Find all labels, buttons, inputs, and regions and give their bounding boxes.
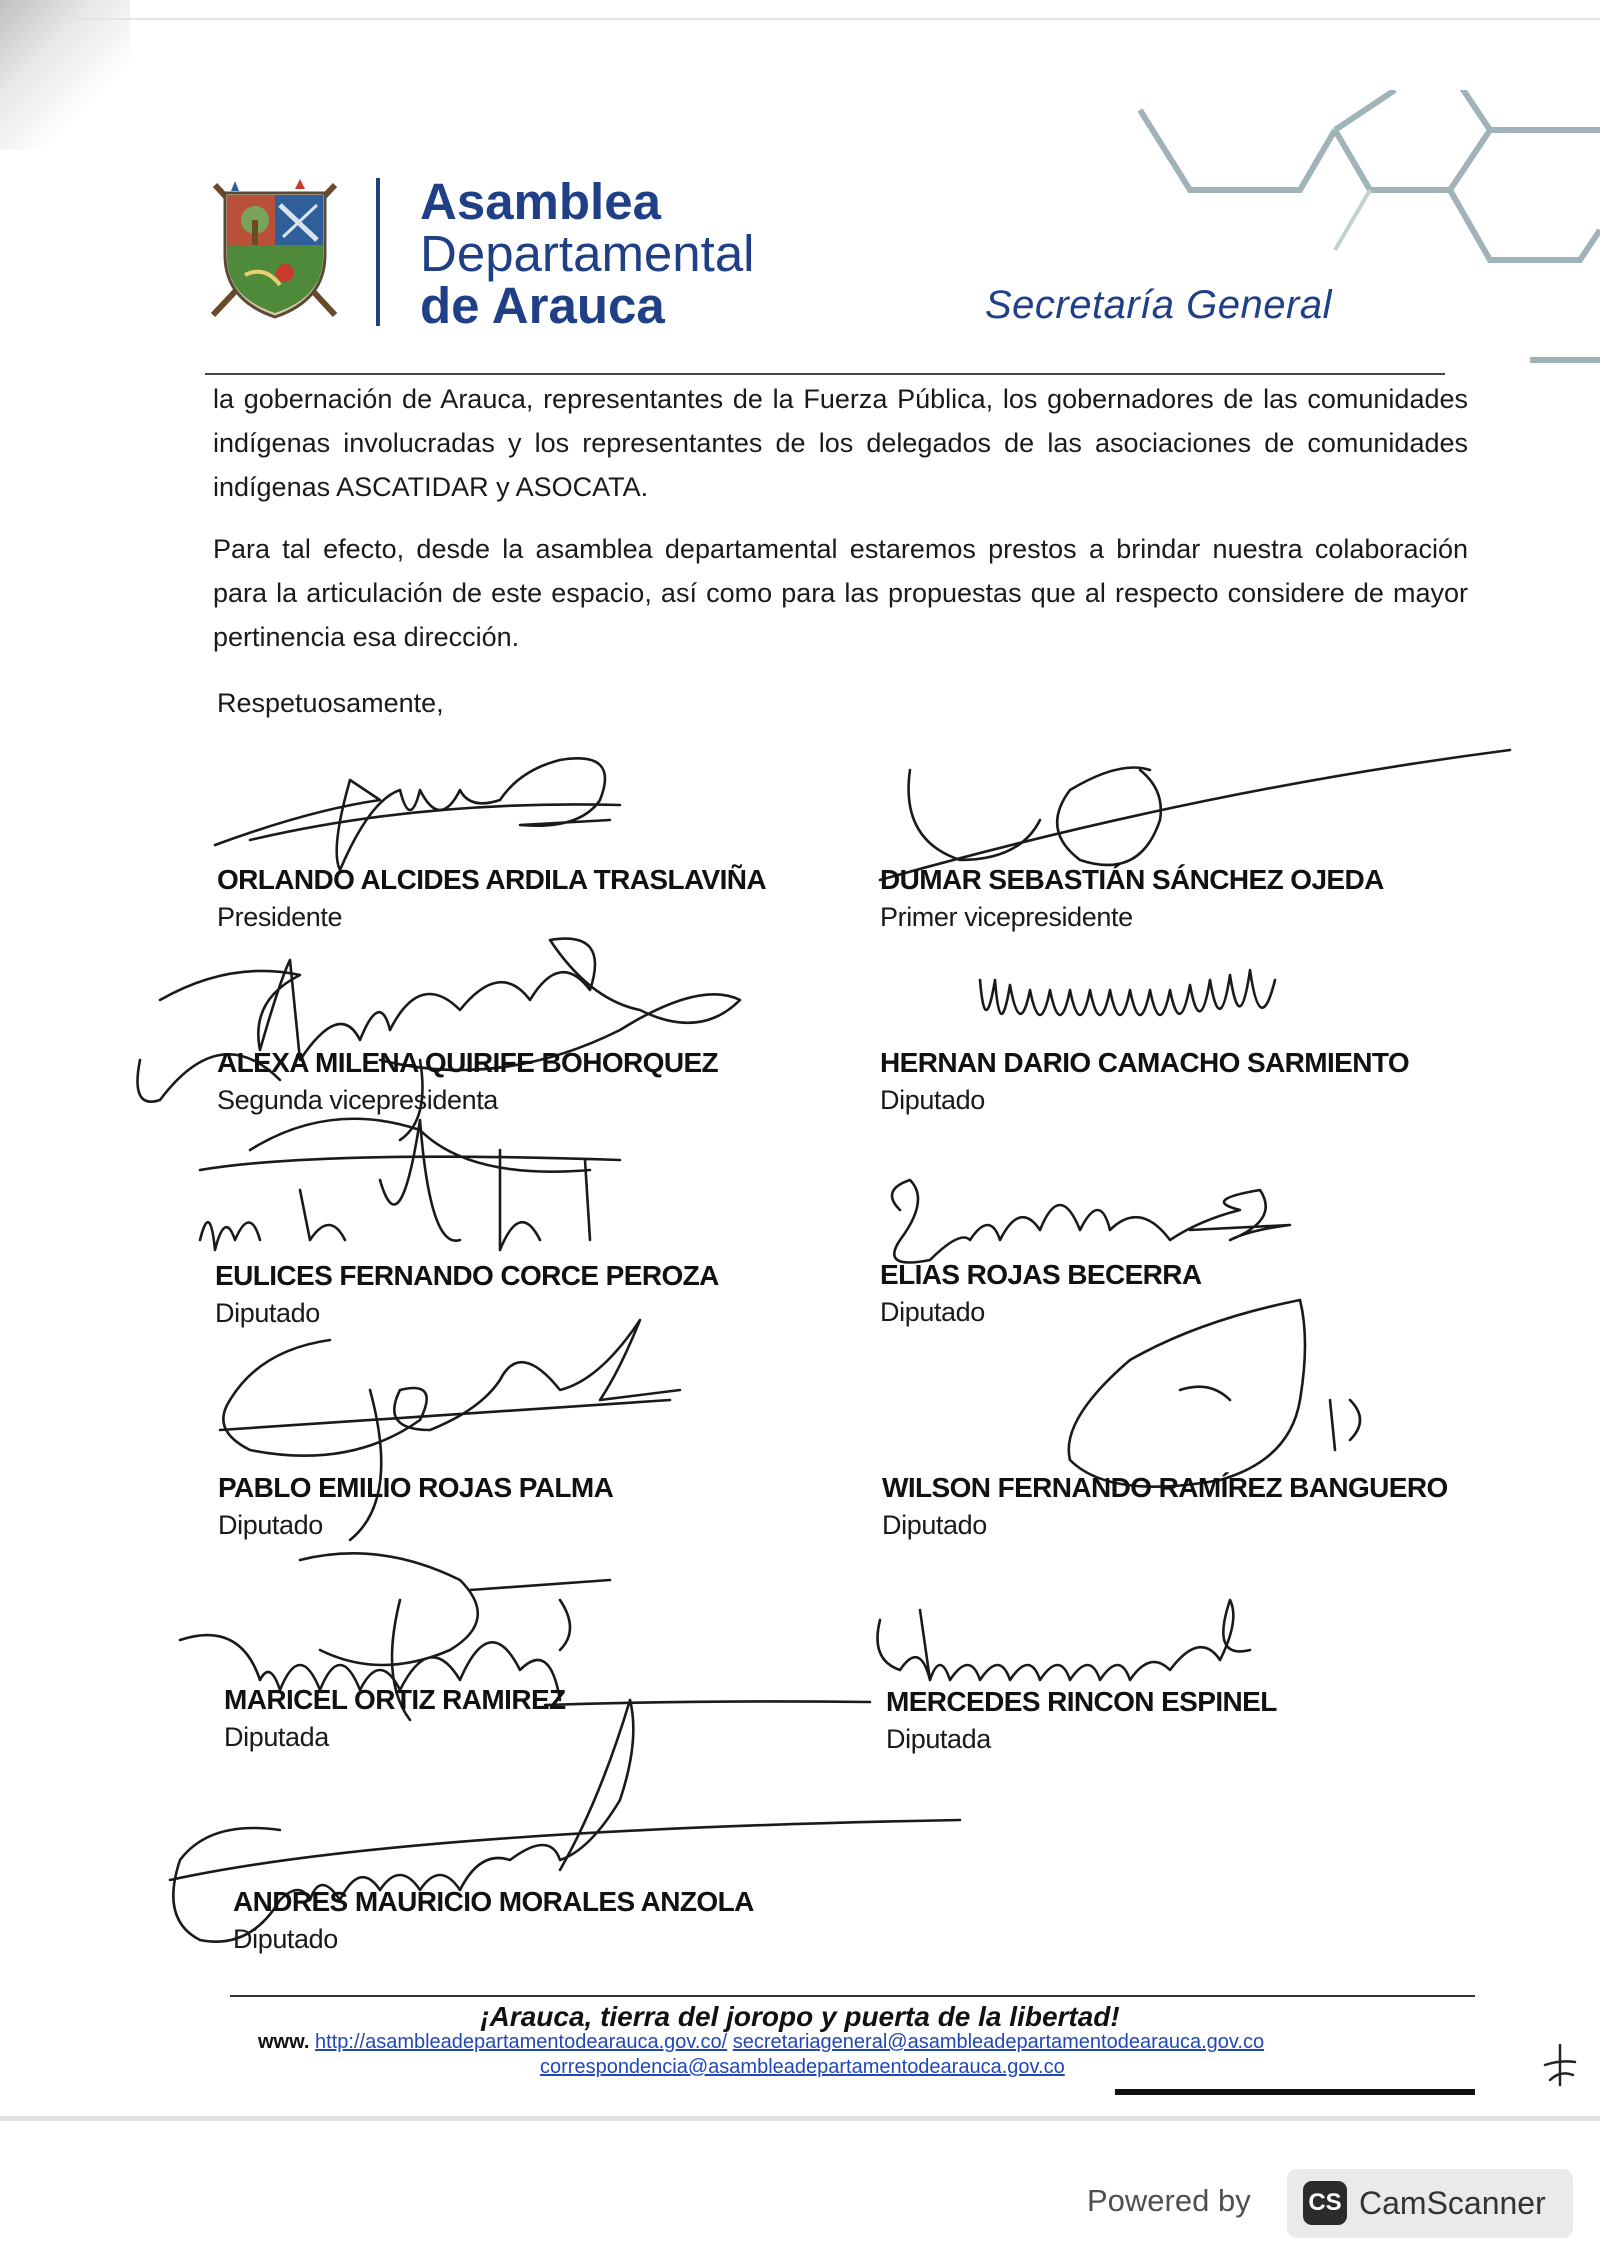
signatory-3	[217, 1047, 718, 1116]
signatory-role: Diputada	[224, 1722, 329, 1752]
footer-motto: ¡Arauca, tierra del joropo y puerta de la libertad!	[480, 2001, 1120, 2032]
signatory-10	[886, 1686, 1277, 1755]
signatory-role: Diputado	[218, 1510, 323, 1540]
body-paragraph-1: la gobernación de Arauca, representantes de la Fuerza Pública, los gobernadores de las comunidades indígenas involucradas y los representantes de los delegados de las asociaciones de comunidades indígenas ASCATIDAR y ASOCATA.	[213, 384, 1468, 502]
footer-bar	[1115, 2089, 1475, 2095]
scan-top-edge	[60, 18, 1600, 20]
scan-corner-shadow	[0, 0, 130, 150]
signatory-name: MARICEL ORTIZ RAMIREZ	[224, 1684, 566, 1715]
signature-line-maricel	[545, 1701, 870, 1705]
camscanner-badge	[1287, 2169, 1573, 2238]
signatory-role: Diputado	[880, 1085, 985, 1115]
footer-address-cropped	[560, 2079, 1120, 2091]
signatory-name: MERCEDES RINCON ESPINEL	[886, 1686, 1277, 1717]
closing-salutation: Respetuosamente,	[217, 688, 444, 718]
signatory-name: ELIAS ROJAS BECERRA	[880, 1259, 1202, 1290]
signature-ardila-line	[250, 804, 620, 840]
crest-logo-icon	[205, 175, 345, 325]
signature-rojas-becerra	[892, 1180, 1290, 1263]
signature-ardila	[215, 758, 610, 870]
signature-camacho	[980, 970, 1275, 1015]
header-divider	[376, 178, 380, 326]
signatory-7	[218, 1472, 613, 1541]
signatory-role: Diputado	[880, 1297, 985, 1327]
camscanner-name: CamScanner	[1359, 2185, 1546, 2221]
signatory-role: Diputado	[215, 1298, 320, 1328]
signature-rincon	[878, 1600, 1251, 1680]
signatory-name: WILSON FERNANDO RAMÍREZ BANGUERO	[882, 1472, 1448, 1503]
signature-sanchez	[880, 750, 1510, 880]
signatory-5	[215, 1260, 719, 1329]
signatory-name: PABLO EMILIO ROJAS PALMA	[218, 1472, 614, 1503]
signatory-9	[224, 1684, 566, 1753]
signatory-1	[217, 864, 766, 933]
signatory-role: Diputado	[882, 1510, 987, 1540]
signatory-8	[882, 1472, 1448, 1541]
org-name-line3: de Arauca	[420, 277, 665, 334]
initial-mark-icon	[1535, 2040, 1585, 2090]
email-link-secretaria[interactable]: secretariageneral@asambleadepartamentodearauca.gov.co	[732, 2031, 1265, 2053]
footer-contact-line	[258, 2031, 1264, 2054]
signatory-role: Diputada	[886, 1724, 991, 1754]
org-name-line2: Departamental	[420, 225, 755, 282]
header-rule	[205, 373, 1445, 375]
hexagon-decoration-icon	[1130, 90, 1600, 370]
footer-email-line	[540, 2056, 1065, 2079]
camscanner-logo-icon: CS	[1303, 2181, 1347, 2225]
signature-sanchez-loop	[909, 770, 1040, 860]
body-paragraph-2: Para tal efecto, desde la asamblea departamental estaremos prestos a brindar nuestra colaboración para la articulación de este espacio, así como para las propuestas que al respecto considere de mayor pertinencia esa dirección.	[213, 534, 1468, 652]
website-link[interactable]: http://asambleadepartamentodearauca.gov.co/	[315, 2031, 728, 2053]
signatory-name: ALEXA MILENA QUIRIFE BOHORQUEZ	[217, 1047, 719, 1078]
signatory-4	[880, 1047, 1409, 1116]
signatory-name: DUMAR SEBASTIÁN SÁNCHEZ OJEDA	[880, 864, 1384, 895]
signatory-role: Primer vicepresidente	[880, 902, 1133, 932]
signatory-6	[880, 1259, 1202, 1328]
signature-ramirez	[1069, 1300, 1360, 1487]
powered-by-label: Powered by	[1087, 2183, 1251, 2218]
signatory-role: Segunda vicepresidenta	[217, 1085, 498, 1115]
signatory-name: ORLANDO ALCIDES ARDILA TRASLAVIÑA	[217, 864, 766, 895]
signatory-role: Presidente	[217, 902, 343, 932]
email-link-correspondencia[interactable]: correspondencia@asambleadepartamentodearauca.gov.co	[540, 2056, 1065, 2078]
signatory-name: EULICES FERNANDO CORCE PEROZA	[215, 1260, 719, 1291]
org-name-line1: Asamblea	[420, 173, 661, 230]
signatory-role: Diputado	[233, 1924, 338, 1954]
footer-rule	[230, 1995, 1475, 1997]
signatory-11	[233, 1886, 754, 1955]
signature-corce	[200, 1119, 620, 1250]
scan-bottom-edge	[0, 2116, 1600, 2121]
signatory-name: ANDRES MAURICIO MORALES ANZOLA	[233, 1886, 754, 1917]
signatory-2	[880, 864, 1384, 933]
web-prefix: www.	[258, 2031, 310, 2053]
secretaria-general-title: Secretaría General	[985, 283, 1332, 327]
signatory-name: HERNAN DARIO CAMACHO SARMIENTO	[880, 1047, 1410, 1078]
